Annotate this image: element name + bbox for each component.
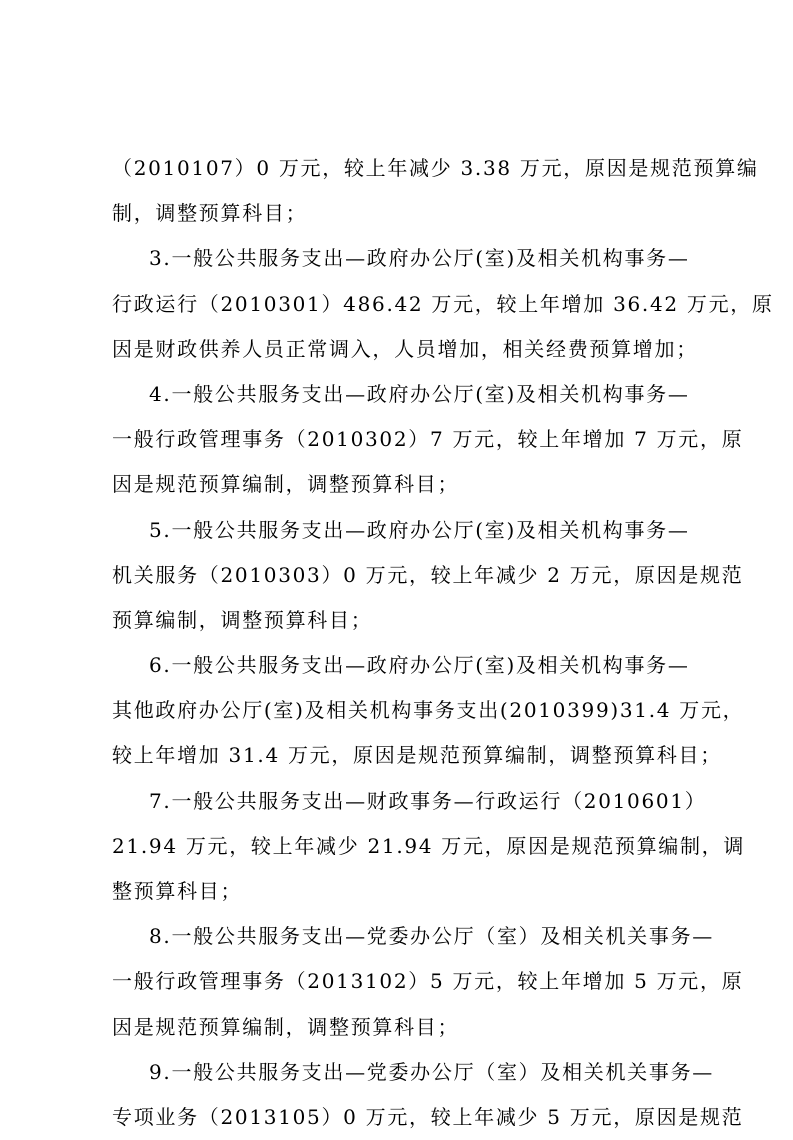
text-line: 行政运行（2010301）486.42 万元，较上年增加 36.42 万元，原 — [112, 291, 774, 316]
text-line-item-7: 7.一般公共服务支出—财政事务—行政运行（2010601） — [149, 788, 707, 813]
text-line: （2010107）0 万元，较上年减少 3.38 万元，原因是规范预算编 — [112, 156, 759, 180]
text-line: 较上年增加 31.4 万元，原因是规范预算编制，调整预算科目； — [112, 743, 722, 768]
text-line: 因是财政供养人员正常调入，人员增加，相关经费预算增加； — [112, 336, 698, 361]
text-line: 制，调整预算科目； — [112, 201, 308, 226]
text-line: 其他政府办公厅(室)及相关机构事务支出(2010399)31.4 万元， — [112, 698, 745, 723]
text-line: 因是规范预算编制，调整预算科目； — [112, 1014, 460, 1039]
text-line: 因是规范预算编制，调整预算科目； — [112, 472, 460, 497]
text-line: 整预算科目； — [112, 879, 243, 903]
text-line: 21.94 万元，较上年减少 21.94 万元，原因是规范预算编制，调 — [112, 833, 746, 858]
text-line-item-5: 5.一般公共服务支出—政府办公厅(室)及相关机构事务— — [149, 517, 690, 542]
document-body — [112, 146, 774, 1140]
text-line: 一般行政管理事务（2010302）7 万元，较上年增加 7 万元，原 — [112, 427, 744, 452]
text-line-item-6: 6.一般公共服务支出—政府办公厅(室)及相关机构事务— — [149, 653, 690, 678]
text-line: 一般行政管理事务（2013102）5 万元，较上年增加 5 万元，原 — [112, 969, 744, 994]
text-line: 预算编制，调整预算科目； — [112, 607, 373, 632]
text-line-item-9: 9.一般公共服务支出—党委办公厅（室）及相关机关事务— — [149, 1059, 714, 1084]
text-line: 专项业务（2013105）0 万元，较上年减少 5 万元，原因是规范 — [112, 1104, 744, 1129]
text-line-item-4: 4.一般公共服务支出—政府办公厅(室)及相关机构事务— — [149, 381, 690, 406]
text-line: 机关服务（2010303）0 万元，较上年减少 2 万元，原因是规范 — [112, 562, 744, 587]
text-line-item-3: 3.一般公共服务支出—政府办公厅(室)及相关机构事务— — [149, 246, 690, 271]
text-line-item-8: 8.一般公共服务支出—党委办公厅（室）及相关机关事务— — [149, 924, 714, 949]
